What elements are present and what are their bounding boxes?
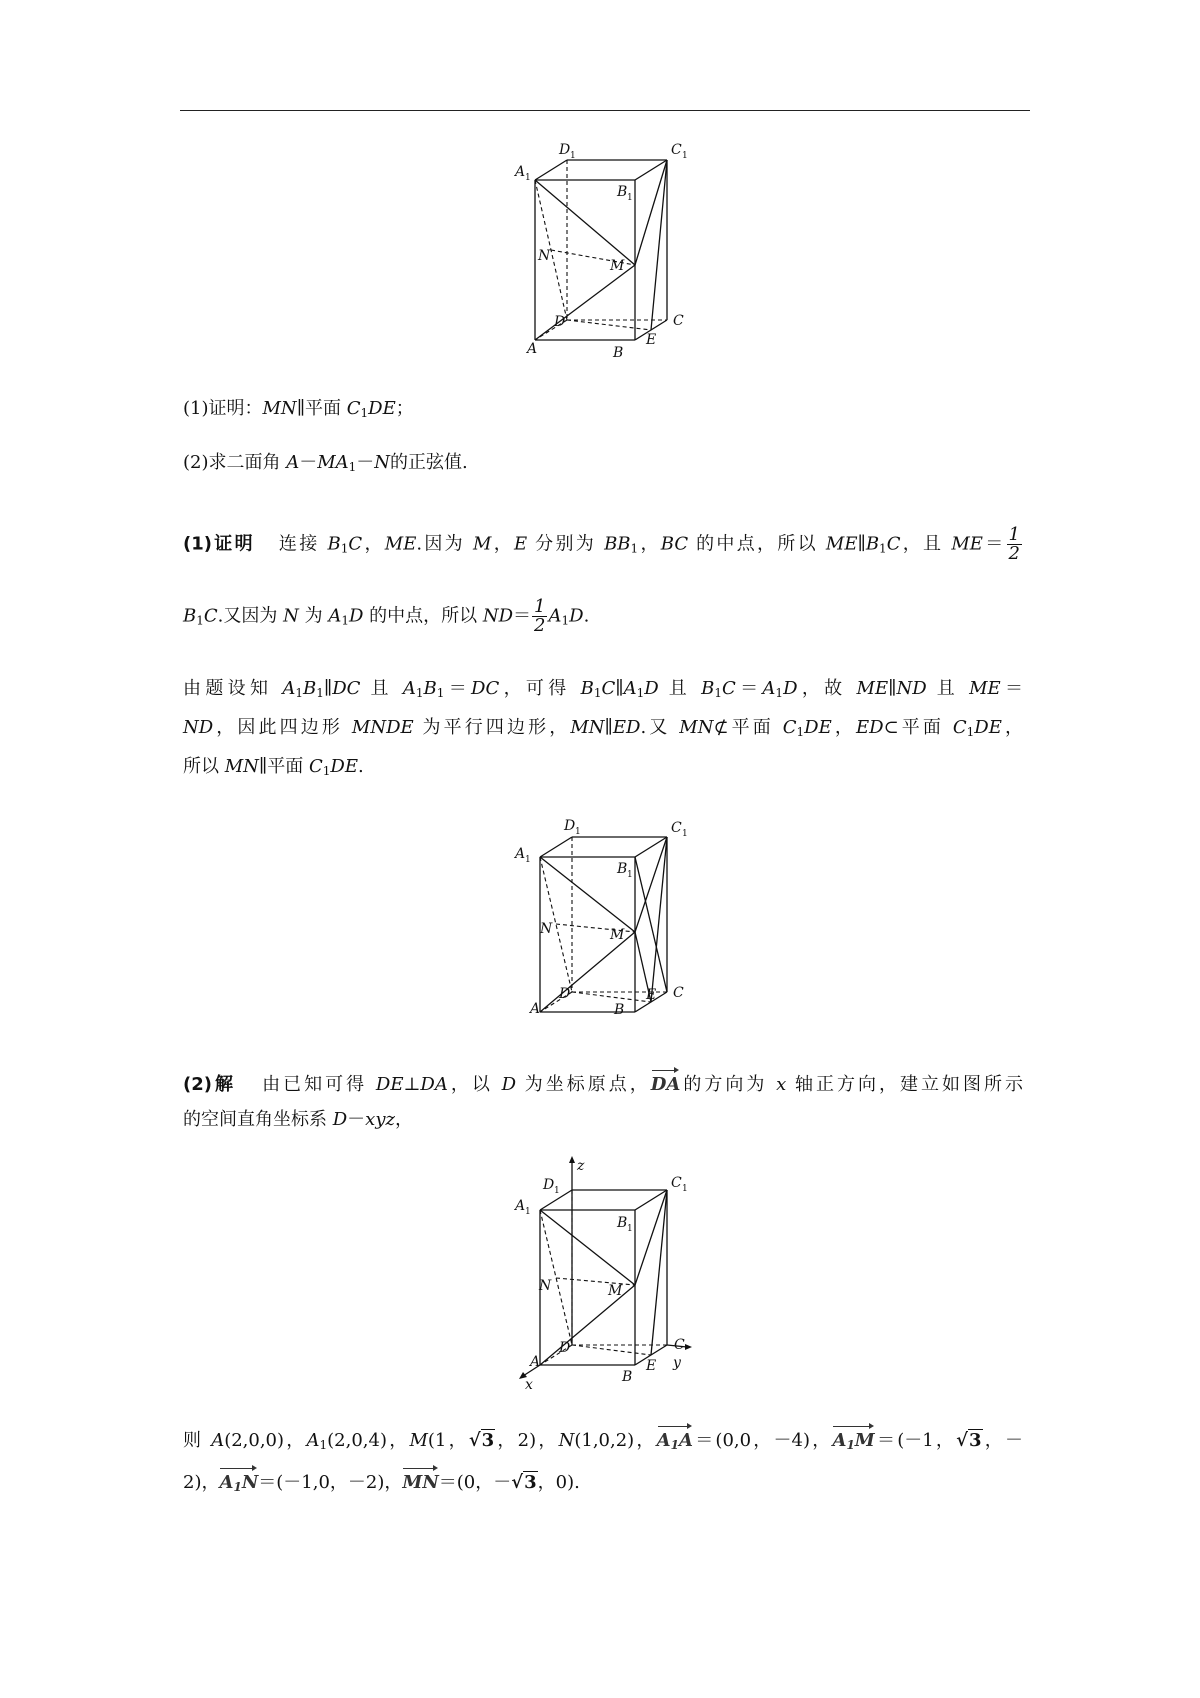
proof-1-line-5: 所以 MN∥平面 $C_1DE$.	[183, 756, 364, 778]
fig1-label-b1: B	[617, 184, 628, 200]
sqrt-3: √3	[468, 1430, 495, 1451]
fraction-one-half: $\frac{1}{2}$	[1008, 524, 1020, 564]
svg-text:1: 1	[525, 173, 531, 183]
question-1: (1)证明：MN∥平面 $C_1DE$；	[183, 398, 414, 420]
fig1-label-n: N	[538, 248, 551, 264]
fig2-label-c: C	[673, 985, 684, 1001]
fig1-label-d: D	[554, 314, 566, 330]
fig1-label-c: C	[673, 313, 684, 329]
fig2-label-m: M	[610, 927, 625, 943]
fig2-label-a: A	[530, 1001, 541, 1017]
proof-1-line-3: 由题设知 $A_1B_1\parallel DC$ 且 $A_1B_1=DC$，可得 $B_1C\parallel A_1D$ 且 $B_1C=A_1D$，故 ME∥ND 且 ME＝	[183, 678, 1023, 700]
figure-prism-3-coordinates	[505, 1155, 715, 1390]
fig2-label-c1: C	[671, 820, 682, 836]
fig3-label-d: D	[559, 1340, 571, 1356]
figure-prism-2	[510, 812, 710, 1042]
coordinates-line-1: 则 A(2,0,0)，$A_1(2,0,4)$，M(1，√3，2)，N(1,0,2)，$A_1A=(0,0$，－4)，$A_1M=(-1$，√3，－	[183, 1424, 1023, 1458]
fig3-label-c: C	[674, 1337, 685, 1353]
svg-text:1: 1	[570, 151, 576, 161]
fig2-label-n: N	[540, 921, 553, 937]
fig1-label-m: M	[610, 258, 625, 274]
svg-text:1: 1	[627, 870, 633, 880]
solution-2-line-2: 的空间直角坐标系 D－xyz，	[183, 1109, 413, 1130]
fig3-label-m: M	[608, 1283, 623, 1299]
svg-text:1: 1	[682, 1184, 688, 1194]
proof-1-line-4: ND，因此四边形 MNDE 为平行四边形，MN∥ED.又 MN⊄平面 $C_1DE$，ED⊂平面 $C_1DE$，	[183, 717, 1023, 739]
vector-a1n: $A_1N$	[219, 1466, 258, 1500]
fig3-label-b: B	[622, 1369, 633, 1385]
vector-a1m: $A_1M$	[832, 1424, 874, 1458]
header-rule	[180, 110, 1030, 111]
svg-text:1: 1	[682, 829, 688, 839]
fig3-label-a: A	[530, 1354, 541, 1370]
fig1-label-d1: D	[559, 142, 571, 158]
fig2-label-e: E	[646, 987, 657, 1003]
fraction-one-half-2: $\frac{1}{2}$	[534, 596, 546, 636]
svg-text:1: 1	[575, 827, 581, 837]
question-2: (2)求二面角 $A-MA_1-N$的正弦值.	[183, 452, 468, 474]
svg-text:1: 1	[554, 1186, 560, 1196]
fig1-label-e: E	[646, 332, 657, 348]
fig3-label-z: z	[577, 1158, 585, 1174]
svg-text:1: 1	[682, 151, 688, 161]
fig2-label-d: D	[559, 986, 571, 1002]
svg-text:1: 1	[525, 855, 531, 865]
fig2-label-b: B	[614, 1002, 625, 1018]
fig3-label-b1: B	[617, 1215, 628, 1231]
sqrt-3-b: √3	[956, 1430, 982, 1451]
fig1-label-a1: A	[515, 164, 526, 180]
fig3-label-e: E	[646, 1358, 657, 1374]
svg-text:1: 1	[627, 193, 633, 203]
fig3-label-d1: D	[543, 1177, 555, 1193]
coordinates-line-2: 2)，$A_1N=(-1,0$，－2)，MN＝(0，－√3，0).	[183, 1466, 1023, 1500]
fig1-label-b: B	[613, 345, 624, 361]
vector-a1a: $A_1A$	[657, 1424, 693, 1458]
proof-1-line-2: $B_1C$.又因为 N 为 $A_1D$ 的中点，所以 ND＝ $\frac{1}{2}$ $A_1D$.	[183, 596, 590, 636]
svg-text:1: 1	[525, 1207, 531, 1217]
svg-text:1: 1	[627, 1224, 633, 1234]
sqrt-3-c: √3	[511, 1472, 537, 1493]
fig2-label-d1: D	[564, 818, 576, 834]
fig3-label-a1: A	[515, 1198, 526, 1214]
fig2-label-a1: A	[515, 846, 526, 862]
solution-2-line-1: (2)解 由已知可得 DE⊥DA，以 D 为坐标原点，DA的方向为 x 轴正方向，建立如图所示	[183, 1068, 1023, 1098]
fig3-label-y: y	[673, 1355, 681, 1371]
fig3-label-c1: C	[671, 1175, 682, 1191]
fig1-label-a: A	[527, 341, 538, 357]
fig3-label-n: N	[539, 1278, 552, 1294]
fig2-label-b1: B	[617, 861, 628, 877]
figure-prism-1	[510, 140, 710, 370]
proof-1-line-1: (1)证明 连接 $B_1C$，ME.因为 M，E 分别为 $BB_1$，BC 的中点，所以 $ME\parallel B_1C$，且 ME＝ $\frac{1}{2}$	[183, 524, 1020, 564]
vector-da: DA	[651, 1068, 681, 1098]
fig3-label-x: x	[525, 1377, 533, 1390]
fig1-label-c1: C	[671, 142, 682, 158]
vector-mn: MN	[402, 1466, 438, 1496]
